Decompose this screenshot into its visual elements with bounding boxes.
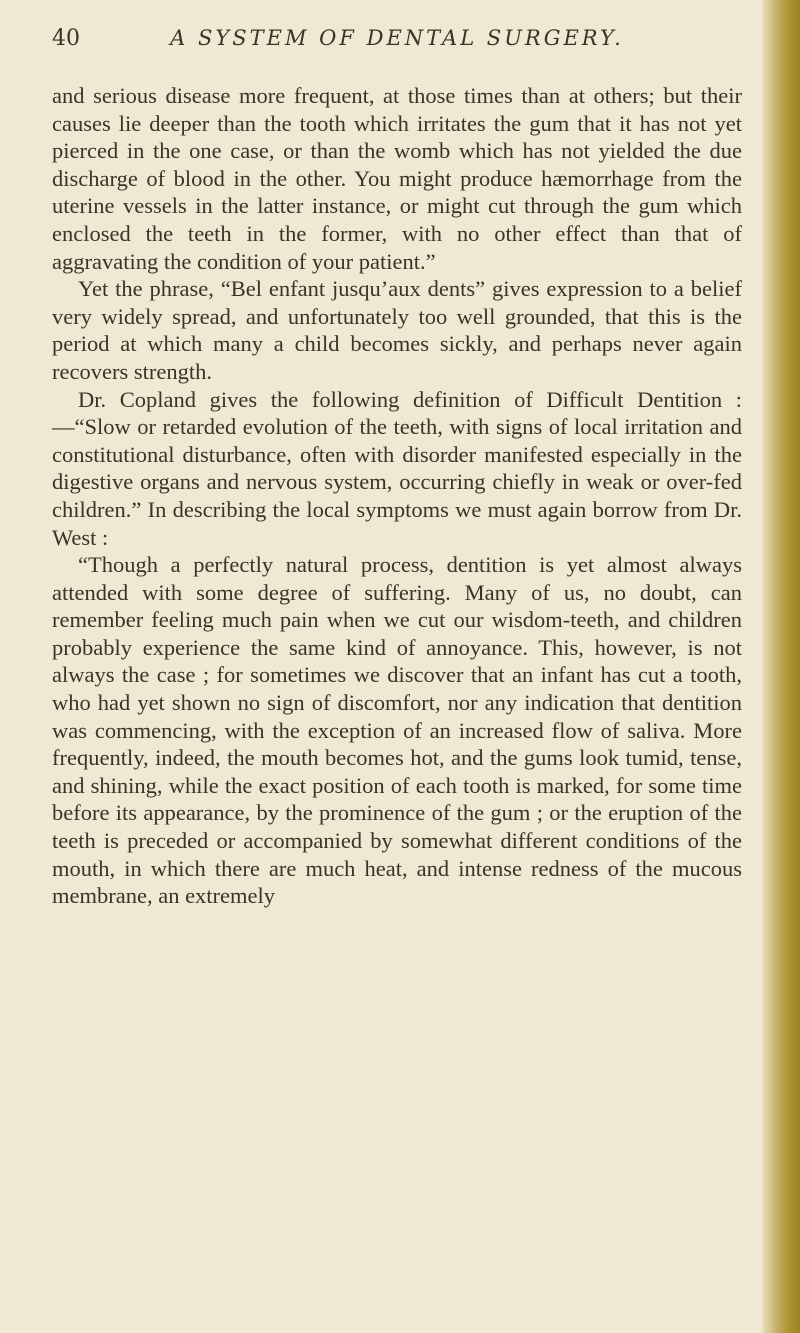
paragraph: and serious disease more frequent, at those times than at others; but their causes lie deeper than the tooth which irritates the gum that it has not yet pierced in the one case, or than the womb which has not yielded the due discharge of blood in the other. You might produce hæmorrhage from the uterine vessels in the latter instance, or might cut through the gum which enclosed the teeth in the former, with no other effect than that of aggravating the condition of your patient.” (52, 83, 742, 274)
paragraph: Dr. Copland gives the following definition of Difficult Dentition :—“Slow or retarded evolution of the teeth, with signs of local irritation and constitutional disturbance, often with disorder manifested especially in the digestive organs and nervous system, occurring chiefly in weak or over-fed children.” In describing the local symptoms we must again borrow from Dr. West : (52, 386, 742, 550)
running-title: A SYSTEM OF DENTAL SURGERY. (170, 26, 624, 50)
paragraph: Yet the phrase, “Bel enfant jusqu’aux dents” gives expression to a belief very widely spread, and unfortunately too well grounded, that this is the period at which many a child becomes sickly, and perhaps never again recovers strength. (52, 276, 742, 384)
body-text (52, 82, 742, 910)
page-header (52, 24, 742, 64)
paragraph: “Though a perfectly natural process, dentition is yet almost always attended with some degree of suffering. Many of us, no doubt, can remember feeling much pain when we cut our wisdom-teeth, and children probably experience the same kind of annoyance. This, however, is not always the case ; for sometimes we discover that an infant has cut a tooth, who had yet shown no sign of discomfort, nor any indication that dentition was commencing, with the exception of an increased flow of saliva. More frequently, indeed, the mouth becomes hot, and the gums look tumid, tense, and shining, while the exact position of each tooth is marked, for some time before its appearance, by the prominence of the gum ; or the eruption of the teeth is preceded or accompanied by somewhat different conditions of the mouth, in which there are much heat, and intense redness of the mucous membrane, an extremely (52, 552, 742, 909)
page-number: 40 (52, 26, 80, 51)
page-edge (762, 0, 800, 1333)
